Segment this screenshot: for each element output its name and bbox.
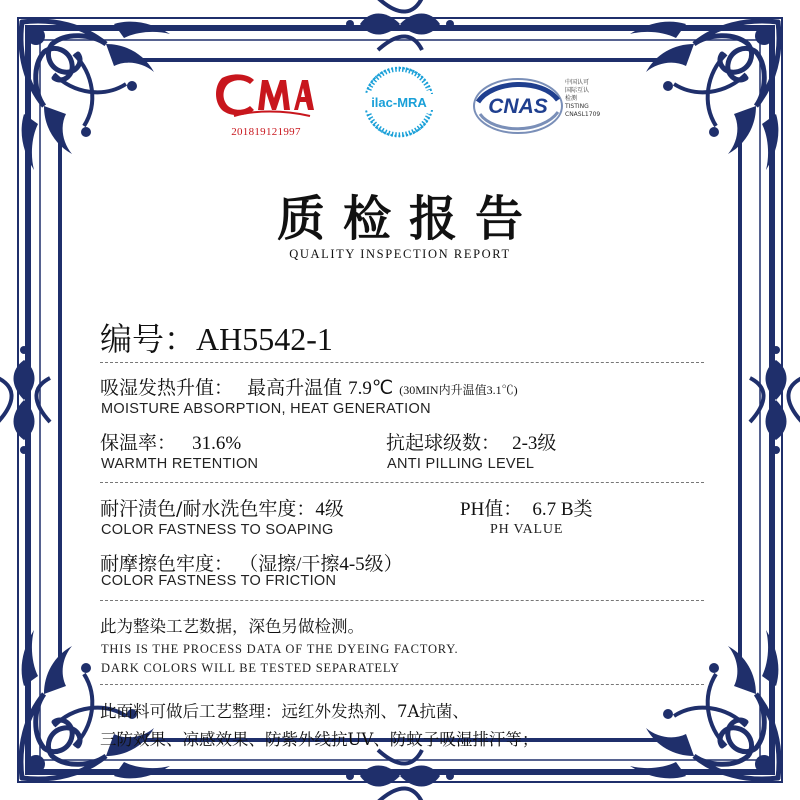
divider — [100, 600, 704, 601]
divider — [100, 482, 704, 483]
cnas-side-line: 检测 — [565, 95, 578, 102]
ilac-mra-text: ilac-MRA — [371, 95, 427, 110]
cnas-side-text — [565, 79, 600, 119]
soaping-label: 耐汗渍色/耐水洗色牢度： — [100, 498, 316, 520]
warmth-value: 31.6% — [192, 433, 242, 454]
moisture-value: 7.9℃ — [348, 378, 394, 399]
friction-row — [100, 549, 403, 576]
moisture-label-en: MOISTURE ABSORPTION, HEAT GENERATION — [101, 401, 431, 417]
process-note-en-1: THIS IS THE PROCESS DATA OF THE DYEING FACTORY. — [101, 642, 459, 656]
ph-label-en: PH VALUE — [490, 522, 564, 537]
friction-label-en: COLOR FASTNESS TO FRICTION — [101, 573, 337, 589]
cnas-side-line: 国际互认 — [565, 87, 590, 94]
pilling-row — [386, 428, 556, 455]
ilac-mra-logo — [354, 62, 444, 142]
report-code-value: AH5542-1 — [196, 321, 333, 357]
cma-logo — [214, 70, 318, 138]
report-code-label: 编号： — [100, 320, 197, 358]
finishing-note-line-1: 此面料可做后工艺整理：远红外发热剂、7A抗菌、 — [100, 702, 469, 721]
warmth-label-en: WARMTH RETENTION — [101, 456, 259, 472]
cma-certificate-number: 201819121997 — [231, 126, 301, 138]
ph-row — [460, 494, 593, 521]
cnas-text: CNAS — [488, 95, 548, 118]
warmth-row — [100, 428, 241, 455]
soaping-label-en: COLOR FASTNESS TO SOAPING — [101, 522, 334, 538]
cnas-side-line: 中国认可 — [565, 79, 590, 86]
friction-label: 耐摩擦色牢度： — [100, 553, 234, 575]
process-note-en-2: DARK COLORS WILL BE TESTED SEPARATELY — [101, 661, 400, 675]
report-subtitle: QUALITY INSPECTION REPORT — [289, 247, 511, 261]
finishing-note-line-2: 三防效果、凉感效果、防紫外线抗UV、防蚊子吸湿排汗等； — [100, 730, 539, 749]
moisture-note: (30MIN内升温值3.1℃) — [399, 383, 518, 397]
soaping-row — [100, 494, 344, 521]
pilling-label-en: ANTI PILLING LEVEL — [387, 456, 535, 472]
cma-mark-icon — [214, 70, 314, 118]
pilling-value: 2-3级 — [512, 433, 557, 454]
divider — [100, 684, 704, 685]
friction-value: （湿擦/干擦4-5级） — [239, 554, 403, 575]
pilling-label: 抗起球级数： — [386, 432, 501, 454]
process-note-cn: 此为整染工艺数据，深色另做检测。 — [100, 617, 364, 636]
soaping-value: 4级 — [315, 499, 344, 520]
warmth-label: 保温率： — [100, 432, 177, 454]
moisture-row — [100, 373, 518, 400]
cnas-side-line: TISTING — [565, 103, 589, 110]
moisture-value-label: 最高升温值 — [247, 377, 343, 399]
report-title: 质检报告 — [276, 191, 541, 247]
report-code — [100, 314, 333, 360]
ph-label: PH值： — [460, 499, 523, 520]
cnas-side-line: CNASL1709 — [565, 111, 601, 118]
moisture-label: 吸湿发热升值： — [100, 377, 234, 399]
ph-value: 6.7 B类 — [532, 499, 593, 520]
divider — [100, 362, 704, 363]
